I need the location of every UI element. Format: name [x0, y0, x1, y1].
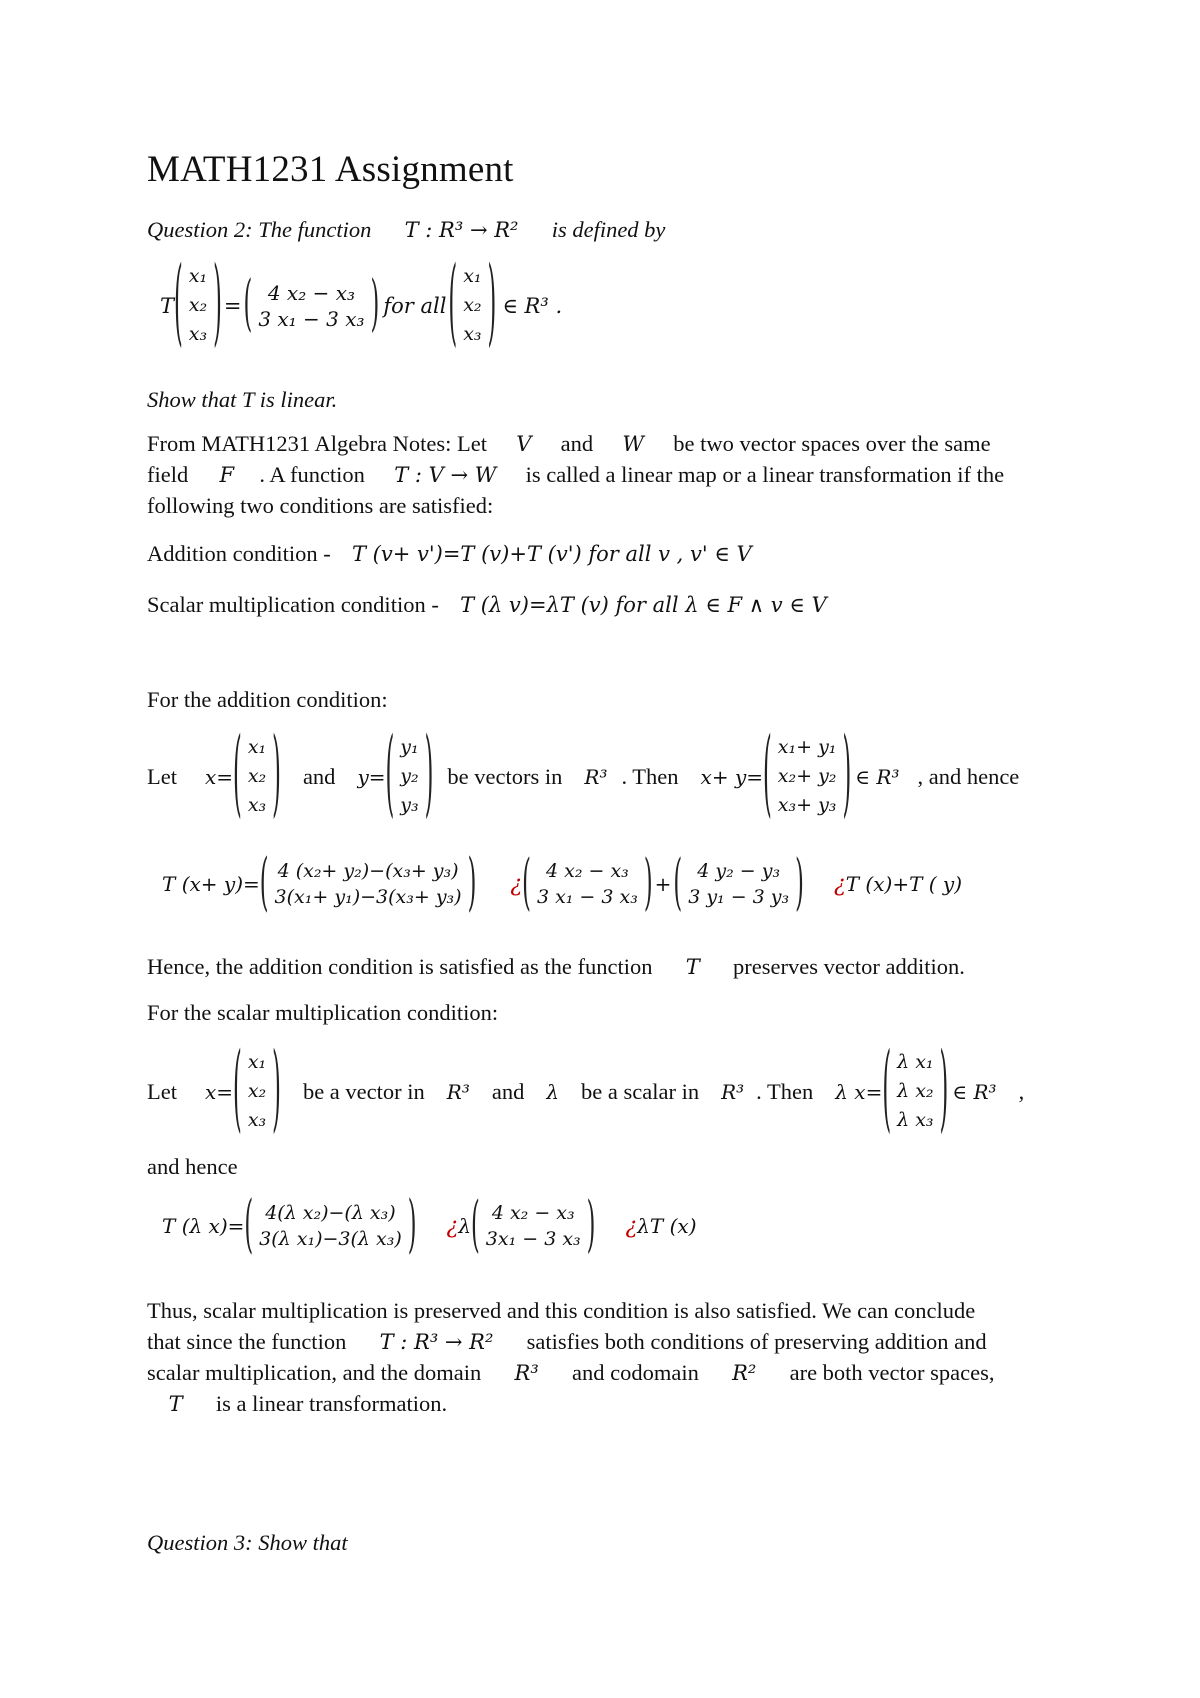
math-T: T [685, 955, 700, 979]
vector-entry: x₂ [463, 294, 482, 316]
math-lambda: λ [546, 1079, 560, 1104]
vector-entry: y₁ [400, 736, 419, 758]
math-R3: R³ [584, 764, 608, 789]
matrix-entry: 4 x₂ − x₃ [267, 280, 355, 305]
show-linear: Show that T is linear. [147, 387, 338, 412]
vector-entry: x₁ [247, 736, 267, 758]
def-output-vector: ( 4 x₂ − x₃ 3 x₁ − 3 x₃ ) [243, 269, 380, 340]
vector-entry: x₃ [188, 323, 208, 345]
matrix-entry: 3 y₁ − 3 y₃ [688, 886, 790, 908]
derivation-matrix-1: ( 4 (x₂+ y₂)−(x₃+ y₃) 3(x₁+ y₁)−3(x₃+ y₃) ) [259, 846, 477, 920]
vector-entry: x₂ [247, 765, 267, 787]
math-codomain: R² [732, 1361, 757, 1385]
question-3-heading: Question 3: Show that [147, 1530, 348, 1555]
vector-entry: x₃+ y₃ [777, 794, 837, 816]
def-forall: for all [383, 293, 447, 318]
vector-entry: x₁+ y₁ [777, 736, 837, 758]
text: be a vector in [302, 1078, 425, 1104]
math-map: T : V → W [394, 463, 497, 487]
text: , [1018, 1078, 1025, 1104]
def-input-vector: ( x₁ x₂ x₃ ) [174, 249, 222, 360]
addition-heading: For the addition condition: [147, 687, 388, 712]
vector-entry: λ x₂ [897, 1080, 934, 1102]
question-2-heading [147, 214, 665, 246]
scalar-condition-definition [147, 589, 827, 621]
vector-entry: x₃ [247, 1109, 267, 1131]
q2-heading-math: T : R³ → R² [404, 218, 519, 242]
scalar-and-hence: and hence [147, 1154, 238, 1179]
math-in-R3: ∈ R³ [855, 764, 900, 789]
vector-entry: x₃ [247, 794, 267, 816]
def-domain-vector: ( x₁ x₂ x₃ ) [448, 249, 497, 360]
math-lambda-x-eq: λ x= [835, 1079, 883, 1104]
addition-hence [147, 951, 965, 983]
vector-x: ( x₁ x₂ x₃ ) [233, 1035, 281, 1146]
vector-x-plus-y: ( x₁+ y₁ x₂+ y₂ x₃+ y₃ ) [763, 720, 852, 831]
scalar-heading: For the scalar multiplication condition: [147, 1000, 499, 1025]
matrix-entry: 3(λ x₁)−3(λ x₃) [259, 1228, 402, 1250]
matrix-entry: 3x₁ − 3 x₃ [485, 1228, 581, 1250]
matrix-entry: 4 (x₂+ y₂)−(x₃+ y₃) [277, 860, 459, 882]
addition-condition-definition [147, 538, 752, 570]
derivation-matrix-1: ( 4(λ x₂)−(λ x₃) 3(λ x₁)−3(λ x₃) ) [244, 1188, 417, 1262]
notes-line-2 [147, 459, 1004, 491]
vector-entry: x₁ [188, 265, 208, 287]
matrix-entry: 4 y₂ − y₃ [697, 860, 781, 882]
placeholder-glyph: ¿ [446, 1213, 459, 1239]
vector-entry: x₁ [463, 265, 482, 287]
derivation-matrix-2: ( 4 x₂ − x₃ 3x₁ − 3 x₃ ) [471, 1190, 596, 1261]
def-in-R3: ∈ R³ . [502, 293, 563, 318]
conclusion-line-2 [147, 1326, 987, 1358]
placeholder-glyph: ¿ [510, 871, 523, 897]
matrix-entry: 3 x₁ − 3 x₃ [258, 306, 365, 331]
math-sum-eq: x+ y= [700, 764, 763, 789]
condition-formula: T (v+ v')=T (v)+T (v') for all v , v' ∈ V [352, 542, 752, 566]
math-lambda: λ [458, 1214, 471, 1238]
condition-label: Addition condition - [147, 541, 331, 566]
text: . Then [621, 763, 679, 789]
placeholder-glyph: ¿ [833, 871, 846, 897]
vector-entry: λ x₁ [897, 1051, 934, 1073]
math-result: T (x)+T ( y) [845, 872, 963, 896]
q2-heading-post: is defined by [551, 217, 666, 242]
q2-heading-pre: Question 2: The function [147, 217, 372, 242]
matrix-entry: 4(λ x₂)−(λ x₃) [265, 1202, 396, 1224]
math-T: T [168, 1392, 183, 1416]
text: that since the function [147, 1329, 347, 1354]
definition-equation [160, 249, 563, 360]
math-lhs: T (x+ y)= [162, 872, 260, 896]
text: and codomain [572, 1360, 699, 1385]
math-W: W [622, 432, 644, 456]
text: and [491, 1078, 525, 1104]
text: Hence, the addition condition is satisfied as the function [147, 954, 653, 979]
notes-line-1 [147, 428, 991, 460]
text: Let [147, 1078, 177, 1104]
math-F: F [219, 463, 235, 487]
conclusion-line-3 [147, 1357, 995, 1389]
placeholder-glyph: ¿ [625, 1213, 638, 1239]
document-title: MATH1231 Assignment [147, 149, 514, 190]
notes-text: be two vector spaces over the same [673, 431, 991, 456]
def-T: T [160, 293, 175, 318]
notes-line-3: following two conditions are satisfied: [147, 493, 494, 518]
text: preserves vector addition. [733, 954, 965, 979]
equals-sign: = [223, 293, 242, 318]
vector-entry: x₂+ y₂ [777, 765, 837, 787]
text: are both vector spaces, [789, 1360, 995, 1385]
notes-text: From MATH1231 Algebra Notes: Let [147, 431, 487, 456]
text: be a scalar in [581, 1078, 700, 1104]
math-map: T : R³ → R² [379, 1330, 494, 1354]
scalar-derivation [162, 1188, 697, 1262]
notes-text: and [560, 431, 594, 456]
notes-text: . A function [259, 462, 365, 487]
text: Let [147, 763, 177, 789]
scalar-let-line [147, 1035, 1025, 1146]
derivation-matrix-3: ( 4 y₂ − y₃ 3 y₁ − 3 y₃ ) [673, 848, 804, 919]
conclusion-line-4 [147, 1388, 447, 1420]
math-R3: R³ [721, 1079, 745, 1104]
derivation-matrix-2: ( 4 x₂ − x₃ 3 x₁ − 3 x₃ ) [522, 848, 653, 919]
addition-let-line [147, 720, 1020, 831]
notes-text: field [147, 462, 189, 487]
math-lhs: T (λ x)= [162, 1214, 245, 1238]
math-in-R3: ∈ R³ [952, 1079, 997, 1104]
conclusion-line-1: Thus, scalar multiplication is preserved and this condition is also satisfied. We can conclude [147, 1298, 976, 1323]
math-R3: R³ [446, 1079, 470, 1104]
matrix-entry: 4 x₂ − x₃ [491, 1202, 575, 1224]
vector-entry: λ x₃ [897, 1109, 934, 1131]
condition-formula: T (λ v)=λT (v) for all λ ∈ F ∧ v ∈ V [460, 593, 827, 617]
vector-entry: x₂ [247, 1080, 267, 1102]
text: . Then [756, 1078, 814, 1104]
math-domain: R³ [514, 1361, 539, 1385]
text: , and hence [917, 763, 1020, 789]
math-x-eq: x= [204, 1079, 234, 1104]
vector-entry: y₃ [400, 794, 419, 816]
vector-entry: x₃ [463, 323, 482, 345]
math-x-eq: x= [204, 764, 234, 789]
math-y-eq: y= [357, 764, 386, 789]
condition-label: Scalar multiplication condition - [147, 592, 439, 617]
plus-sign: + [654, 872, 672, 896]
vector-entry: x₂ [188, 294, 208, 316]
vector-x: ( x₁ x₂ x₃ ) [233, 720, 281, 831]
vector-entry: x₁ [247, 1051, 267, 1073]
vector-lambda-x: ( λ x₁ λ x₂ λ x₃ ) [882, 1035, 949, 1146]
vector-y: ( y₁ y₂ y₃ ) [385, 720, 434, 831]
text: scalar multiplication, and the domain [147, 1360, 482, 1385]
addition-derivation [162, 846, 963, 920]
math-result: λT (x) [637, 1214, 697, 1238]
text: be vectors in [447, 763, 563, 789]
text: satisfies both conditions of preserving addition and [526, 1329, 987, 1354]
math-V: V [516, 432, 532, 456]
matrix-entry: 3 x₁ − 3 x₃ [536, 886, 638, 908]
matrix-entry: 3(x₁+ y₁)−3(x₃+ y₃) [274, 886, 462, 908]
text: and [302, 763, 336, 789]
vector-entry: y₂ [400, 765, 419, 787]
notes-text: is called a linear map or a linear transformation if the [525, 462, 1005, 487]
matrix-entry: 4 x₂ − x₃ [546, 860, 629, 882]
text: is a linear transformation. [215, 1391, 448, 1416]
